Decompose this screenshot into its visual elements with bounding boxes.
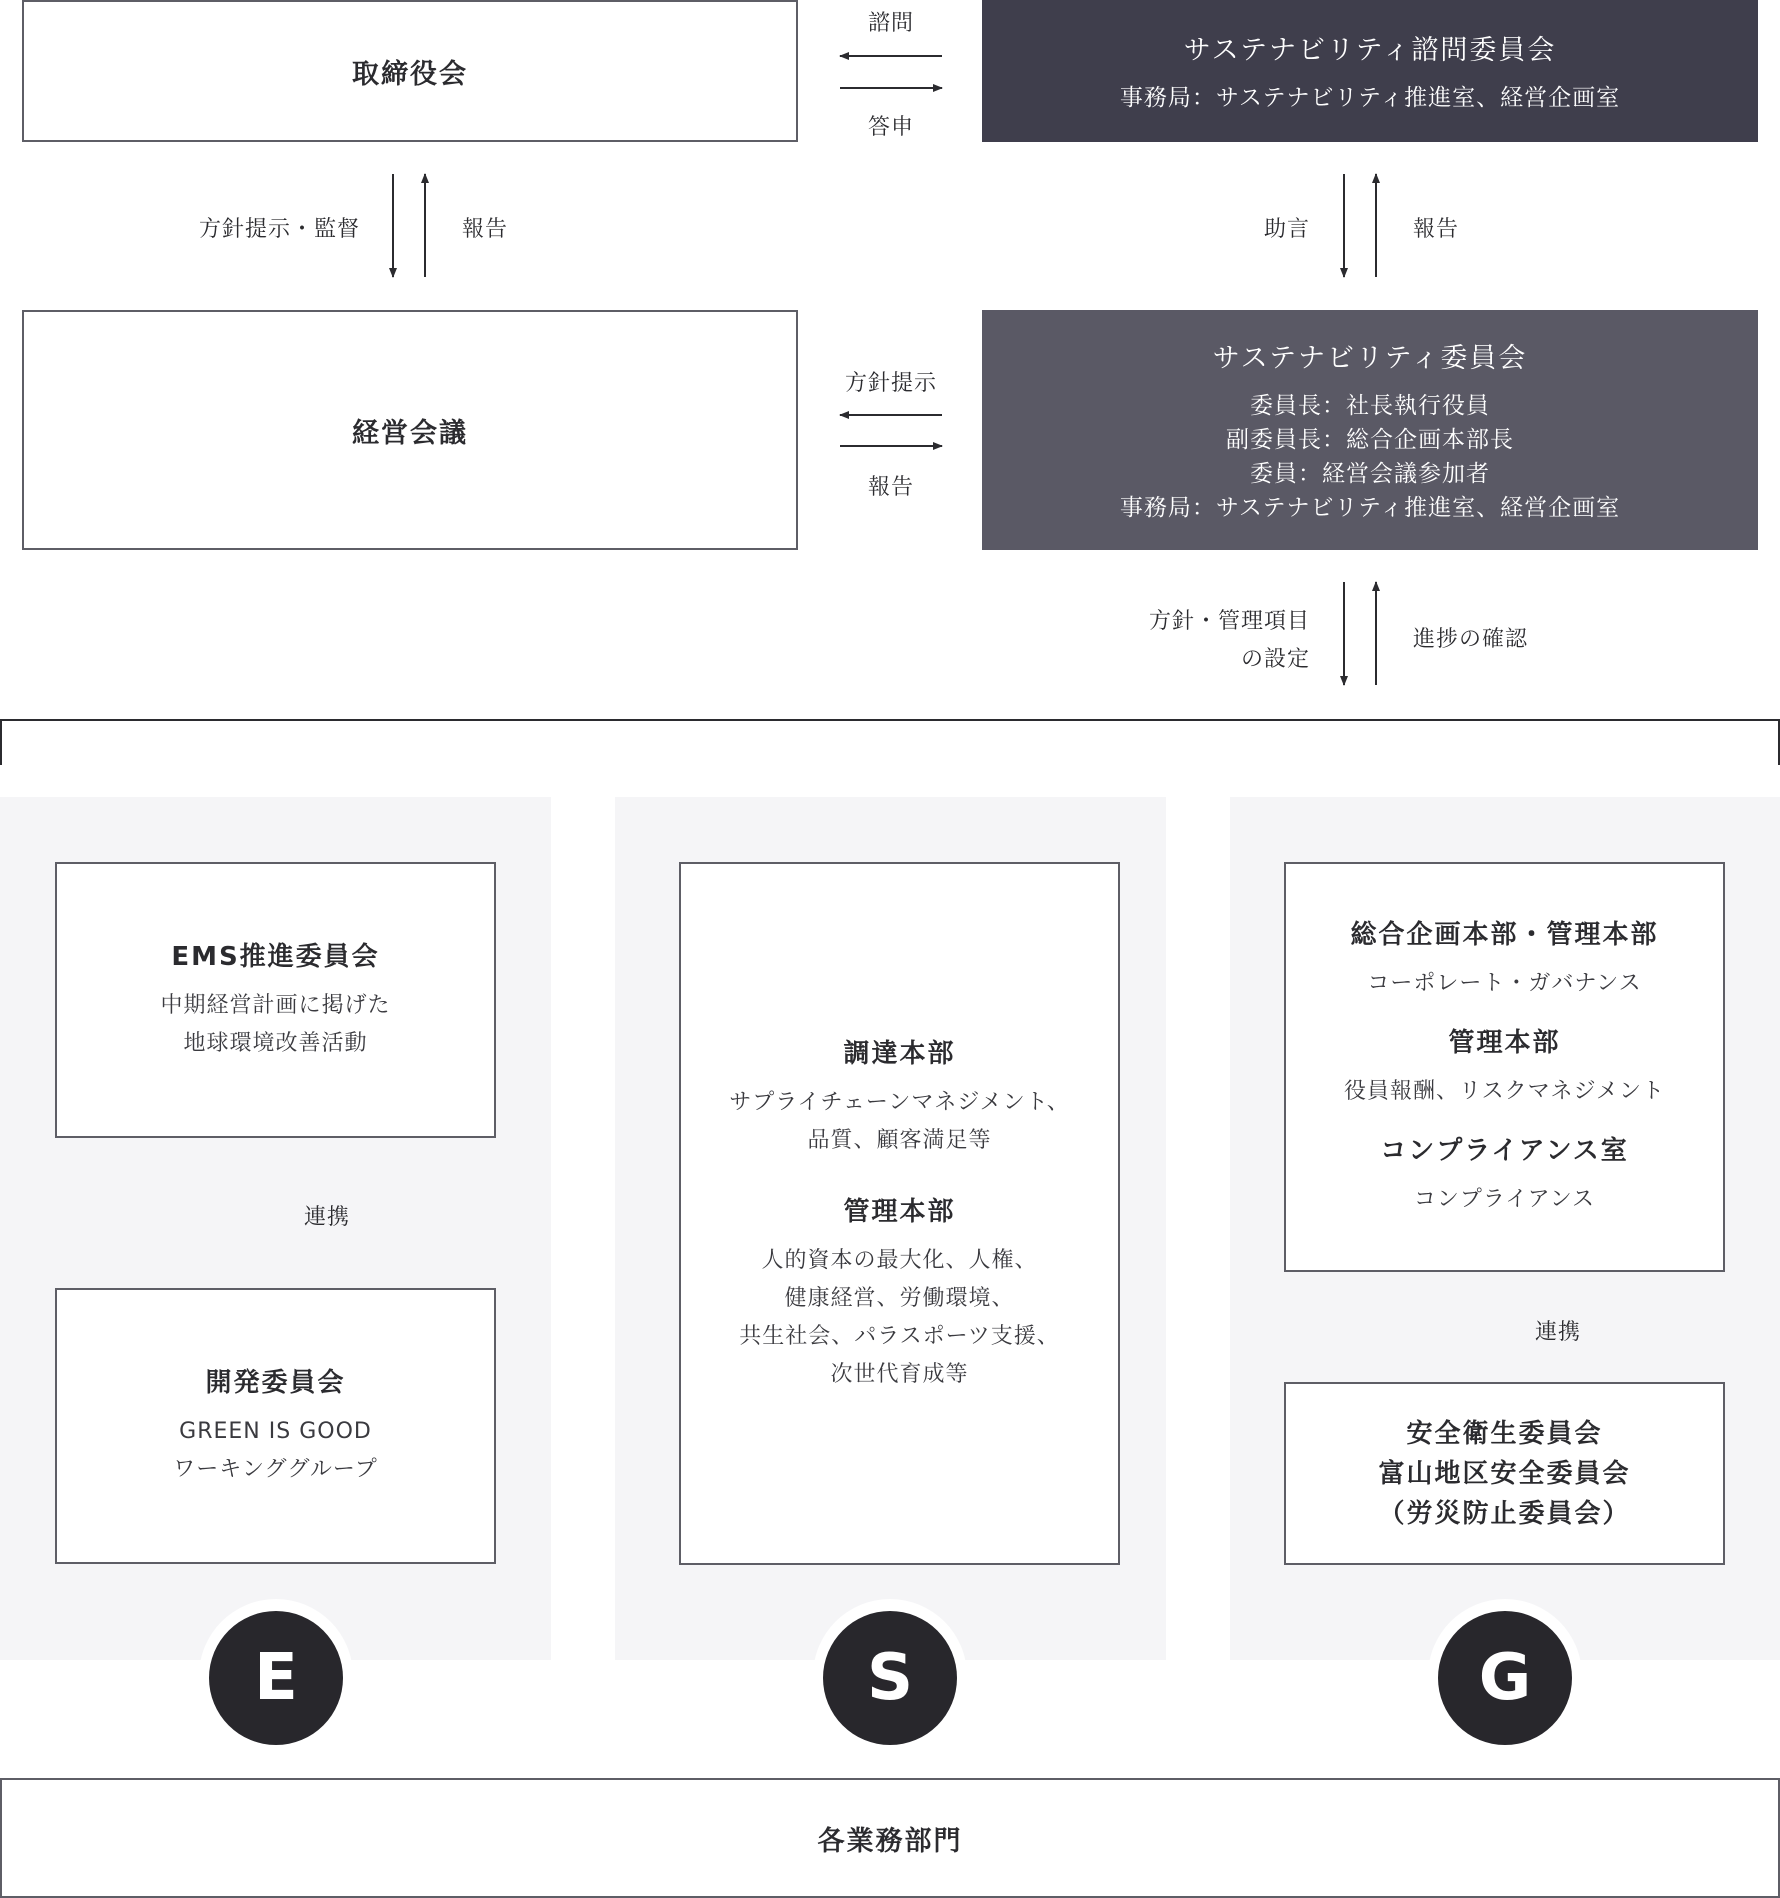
label-reply: 答申 [867,115,914,140]
development-committee-box [55,1288,496,1564]
safety-committee-box [1284,1382,1725,1565]
s-section-line: 人的資本の最大化、人権、 [761,1247,1038,1273]
s-section-line: 品質、顧客満足等 [807,1127,992,1153]
safety-line: （労災防止委員会） [1378,1498,1631,1529]
label-board-up: 報告 [462,217,509,242]
committee-line: 事務局：サステナビリティ推進室、経営企画室 [1119,494,1621,521]
sustainability-committee-box [982,310,1758,550]
s-section-line: 健康経営、労働環境、 [784,1285,1015,1311]
board-label: 取締役会 [352,58,468,90]
badge-g: G [1438,1611,1572,1745]
label-e-link: 連携 [304,1205,351,1230]
g-section-title: コンプライアンス室 [1380,1136,1629,1166]
label-committee-down-line1: 方針・管理項目 [1148,609,1310,634]
label-policy: 方針提示 [844,371,937,396]
safety-line: 安全衛生委員会 [1406,1418,1603,1449]
ems-committee-box [55,862,496,1138]
label-advice: 助言 [1263,217,1310,242]
committee-title: サステナビリティ委員会 [1212,342,1528,374]
business-departments-box [0,1778,1780,1898]
ems-line: 中期経営計画に掲げた [160,993,391,1018]
committee-line: 副委員長：総合企画本部長 [1226,426,1514,453]
g-section-line: コンプライアンス [1413,1187,1596,1212]
s-section-line: サプライチェーンマネジメント、 [729,1089,1070,1115]
s-section-line: 共生社会、パラスポーツ支援、 [739,1323,1060,1349]
label-g-link: 連携 [1535,1320,1582,1345]
management-meeting-box [22,310,798,550]
ems-title: EMS推進委員会 [171,942,380,972]
label-consult: 諮問 [867,11,914,36]
s-section-title: 管理本部 [843,1196,956,1227]
g-section-line: コーポレート・ガバナンス [1367,971,1642,996]
business-departments-label: 各業務部門 [817,1825,963,1857]
badge-s: S [823,1611,957,1745]
dev-title: 開発委員会 [205,1368,346,1398]
g-section-title: 管理本部 [1448,1028,1561,1058]
ems-line: 地球環境改善活動 [183,1031,368,1056]
g-section-title: 総合企画本部・管理本部 [1350,920,1659,950]
label-report-mgmt: 報告 [867,475,914,500]
label-board-down: 方針提示・監督 [198,217,360,242]
label-advice-report: 報告 [1413,217,1460,242]
label-progress: 進捗の確認 [1413,627,1529,652]
advisory-secretariat: 事務局：サステナビリティ推進室、経営企画室 [1119,84,1621,111]
label-committee-down [1100,603,1310,679]
bracket-line [1,720,1779,765]
governance-box [1284,862,1725,1272]
label-committee-down-line2: の設定 [1240,647,1310,672]
advisory-title: サステナビリティ諮問委員会 [1183,34,1557,66]
committee-line: 委員：経営会議参加者 [1250,460,1490,487]
board-box [22,0,798,142]
g-section-line: 役員報酬、リスクマネジメント [1344,1079,1665,1104]
badge-e: E [209,1611,343,1745]
social-box [679,862,1120,1565]
s-section-line: 次世代育成等 [830,1361,969,1387]
dev-line: ワーキンググループ [173,1457,378,1482]
s-section-title: 調達本部 [843,1038,956,1069]
safety-line: 富山地区安全委員会 [1378,1458,1631,1489]
advisory-committee-box [982,0,1758,142]
committee-line: 委員長：社長執行役員 [1250,392,1490,419]
management-label: 経営会議 [352,417,468,449]
dev-line: GREEN IS GOOD [179,1419,372,1444]
